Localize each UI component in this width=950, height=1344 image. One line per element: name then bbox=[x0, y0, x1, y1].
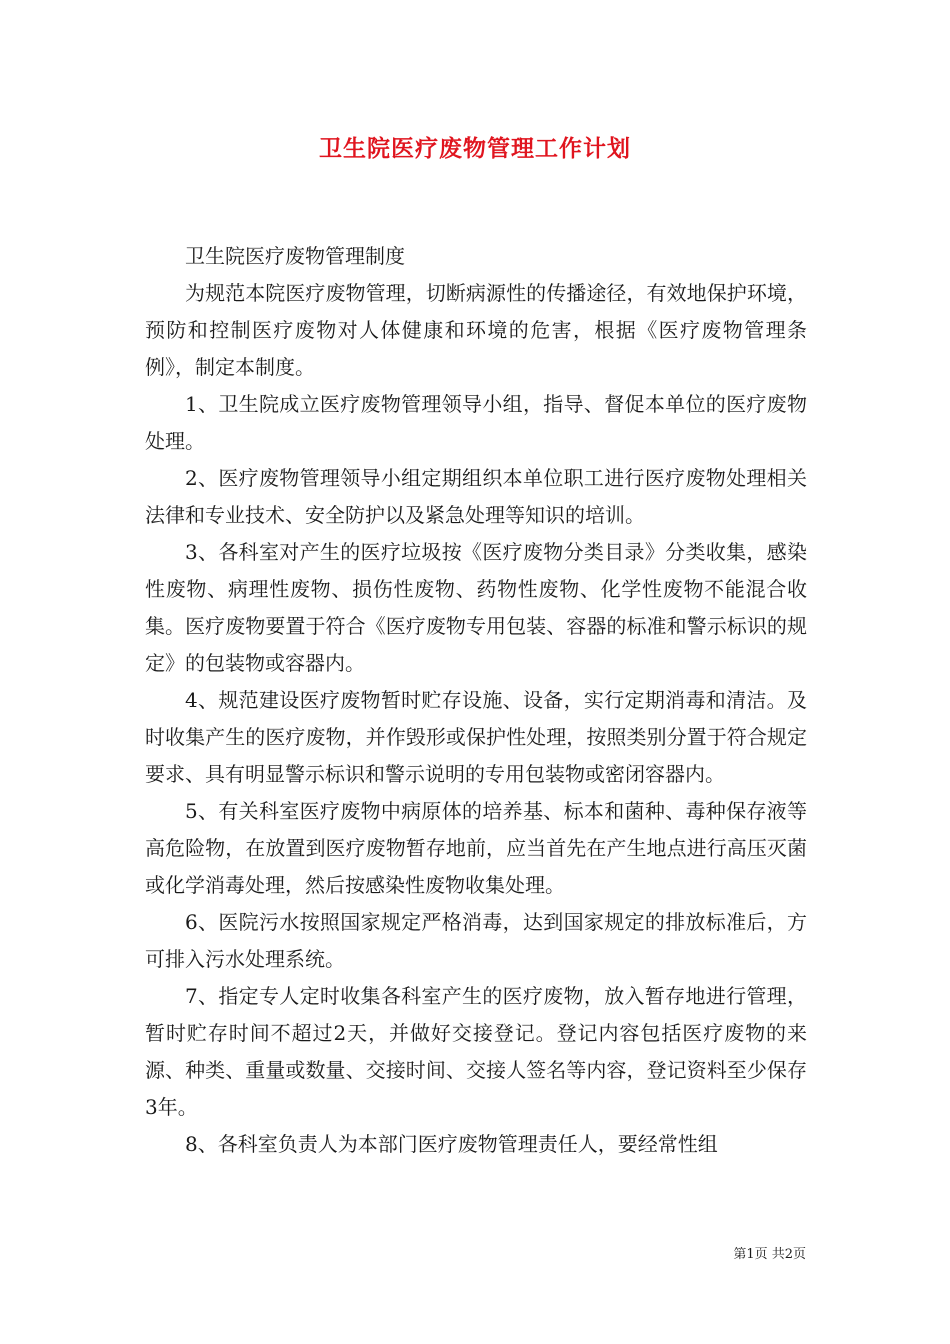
rule-paragraph-1: 1、卫生院成立医疗废物管理领导小组，指导、督促本单位的医疗废物处理。 bbox=[145, 392, 807, 453]
rule-paragraph-3: 3、各科室对产生的医疗垃圾按《医疗废物分类目录》分类收集，感染性废物、病理性废物、损伤性废物、药物性废物、化学性废物不能混合收集。医疗废物要置于符合《医疗废物专用包装、容器的标准和警示标识的规定》的包装物或容器内。 bbox=[145, 540, 807, 675]
rule-paragraph-4: 4、规范建设医疗废物暂时贮存设施、设备，实行定期消毒和清洁。及时收集产生的医疗废物，并作毁形或保护性处理，按照类别分置于符合规定要求、具有明显警示标识和警示说明的专用包装物或密闭容器内。 bbox=[145, 688, 807, 786]
rule-paragraph-6: 6、医院污水按照国家规定严格消毒，达到国家规定的排放标准后，方可排入污水处理系统。 bbox=[145, 910, 807, 971]
rule-paragraph-2: 2、医疗废物管理领导小组定期组织本单位职工进行医疗废物处理相关法律和专业技术、安全防护以及紧急处理等知识的培训。 bbox=[145, 466, 807, 527]
rule-paragraph-8: 8、各科室负责人为本部门医疗废物管理责任人，要经常性组 bbox=[185, 1132, 718, 1156]
intro-paragraph: 为规范本院医疗废物管理，切断病源性的传播途径，有效地保护环境，预防和控制医疗废物对人体健康和环境的危害，根据《医疗废物管理条例》，制定本制度。 bbox=[145, 281, 807, 379]
document-body bbox=[145, 238, 807, 1163]
page-number-footer: 第1页 共2页 bbox=[733, 1247, 806, 1262]
rule-paragraph-7: 7、指定专人定时收集各科室产生的医疗废物，放入暂存地进行管理，暂时贮存时间不超过2天，并做好交接登记。登记内容包括医疗废物的来源、种类、重量或数量、交接时间、交接人签名等内容，登记资料至少保存3年。 bbox=[145, 984, 807, 1119]
rule-paragraph-5: 5、有关科室医疗废物中病原体的培养基、标本和菌种、毒种保存液等高危险物，在放置到医疗废物暂存地前，应当首先在产生地点进行高压灭菌或化学消毒处理，然后按感染性废物收集处理。 bbox=[145, 799, 807, 897]
section-heading: 卫生院医疗废物管理制度 bbox=[185, 244, 405, 268]
page-title: 卫生院医疗废物管理工作计划 bbox=[319, 135, 631, 162]
